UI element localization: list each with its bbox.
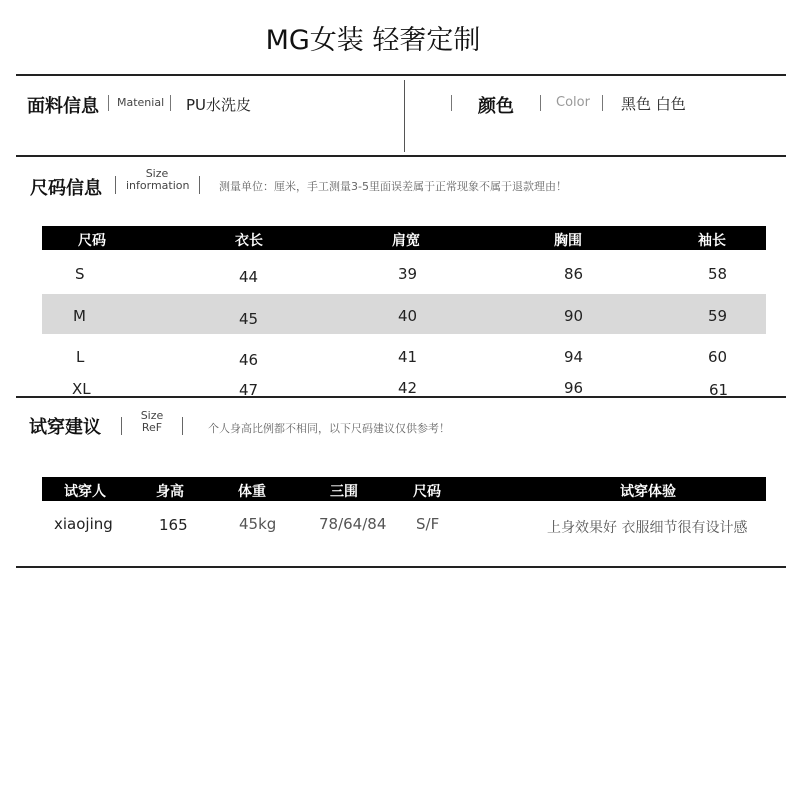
material-value: PU水洗皮 — [186, 96, 252, 114]
cell-size: M — [73, 307, 86, 325]
divider-bottom — [16, 566, 786, 568]
divider-middle — [16, 155, 786, 157]
separator — [602, 95, 603, 111]
cell-length: 45 — [239, 310, 259, 328]
cell-person: xiaojing — [54, 515, 113, 533]
size-info-label-en — [126, 168, 188, 192]
color-value: 黑色 白色 — [621, 95, 686, 113]
header-measurements: 三围 — [330, 484, 358, 500]
separator — [199, 176, 200, 194]
table-row — [42, 252, 766, 294]
header-person: 试穿人 — [64, 484, 106, 500]
cell-chest: 96 — [564, 379, 584, 396]
color-label: 颜色 — [478, 96, 514, 117]
separator — [121, 417, 122, 435]
size-info-label: 尺码信息 — [30, 178, 102, 199]
separator — [182, 417, 183, 435]
cell-length: 46 — [239, 351, 259, 369]
separator — [451, 95, 452, 111]
header-sleeve: 袖长 — [698, 233, 726, 249]
header-fit-size: 尺码 — [413, 484, 441, 500]
cell-sleeve: 60 — [708, 348, 728, 366]
cell-shoulder: 40 — [398, 307, 418, 325]
cell-sleeve: 59 — [708, 307, 728, 325]
cell-shoulder: 39 — [398, 265, 418, 283]
measurement-note: 测量单位：厘米，手工测量3-5里面误差属于正常现象不属于退款理由！ — [219, 180, 567, 193]
cell-shoulder: 41 — [398, 348, 418, 366]
fit-en-line2: ReF — [141, 421, 163, 434]
divider-size-bottom — [16, 396, 786, 398]
separator — [108, 95, 109, 111]
header-chest: 胸围 — [554, 233, 582, 249]
cell-chest: 94 — [564, 348, 584, 366]
cell-length: 44 — [239, 268, 259, 286]
header-weight: 体重 — [238, 484, 266, 500]
separator — [115, 176, 116, 194]
cell-size: XL — [72, 380, 91, 396]
material-label: 面料信息 — [27, 96, 99, 117]
cell-shoulder: 42 — [398, 379, 418, 396]
color-label-en: Color — [556, 95, 590, 110]
page-title: MG女装 轻奢定制 — [265, 25, 481, 56]
table-row — [42, 294, 766, 334]
header-length: 衣长 — [235, 233, 263, 249]
separator — [540, 95, 541, 111]
divider-vertical — [404, 80, 405, 152]
table-row — [42, 505, 766, 545]
size-table-header — [42, 226, 766, 250]
table-row — [42, 334, 766, 376]
cell-size: S — [75, 265, 85, 283]
cell-measurements: 78/64/84 — [319, 515, 387, 533]
cell-length: 47 — [239, 381, 259, 396]
cell-height: 165 — [159, 516, 188, 534]
size-info-en-line2: information — [126, 179, 190, 192]
cell-fit-size: S/F — [416, 515, 440, 533]
cell-experience: 上身效果好 衣服细节很有设计感 — [547, 520, 748, 536]
fit-table-header — [42, 477, 766, 501]
table-row — [42, 376, 766, 396]
fit-en-line1: Size — [140, 409, 164, 422]
header-size: 尺码 — [78, 233, 106, 249]
header-shoulder: 肩宽 — [392, 233, 420, 249]
divider-top — [16, 74, 786, 76]
fit-note: 个人身高比例都不相同，以下尺码建议仅供参考！ — [208, 422, 450, 435]
cell-chest: 90 — [564, 307, 584, 325]
header-experience: 试穿体验 — [620, 484, 676, 500]
header-height: 身高 — [156, 484, 184, 500]
cell-sleeve: 58 — [708, 265, 728, 283]
cell-sleeve: 61 — [709, 381, 729, 396]
cell-chest: 86 — [564, 265, 584, 283]
cell-size: L — [76, 348, 85, 366]
separator — [170, 95, 171, 111]
fit-label-en — [138, 410, 166, 434]
size-info-en-line1: Size — [145, 167, 169, 180]
fit-label: 试穿建议 — [29, 417, 101, 438]
material-label-en: Matenial — [117, 96, 165, 109]
cell-weight: 45kg — [239, 515, 277, 533]
